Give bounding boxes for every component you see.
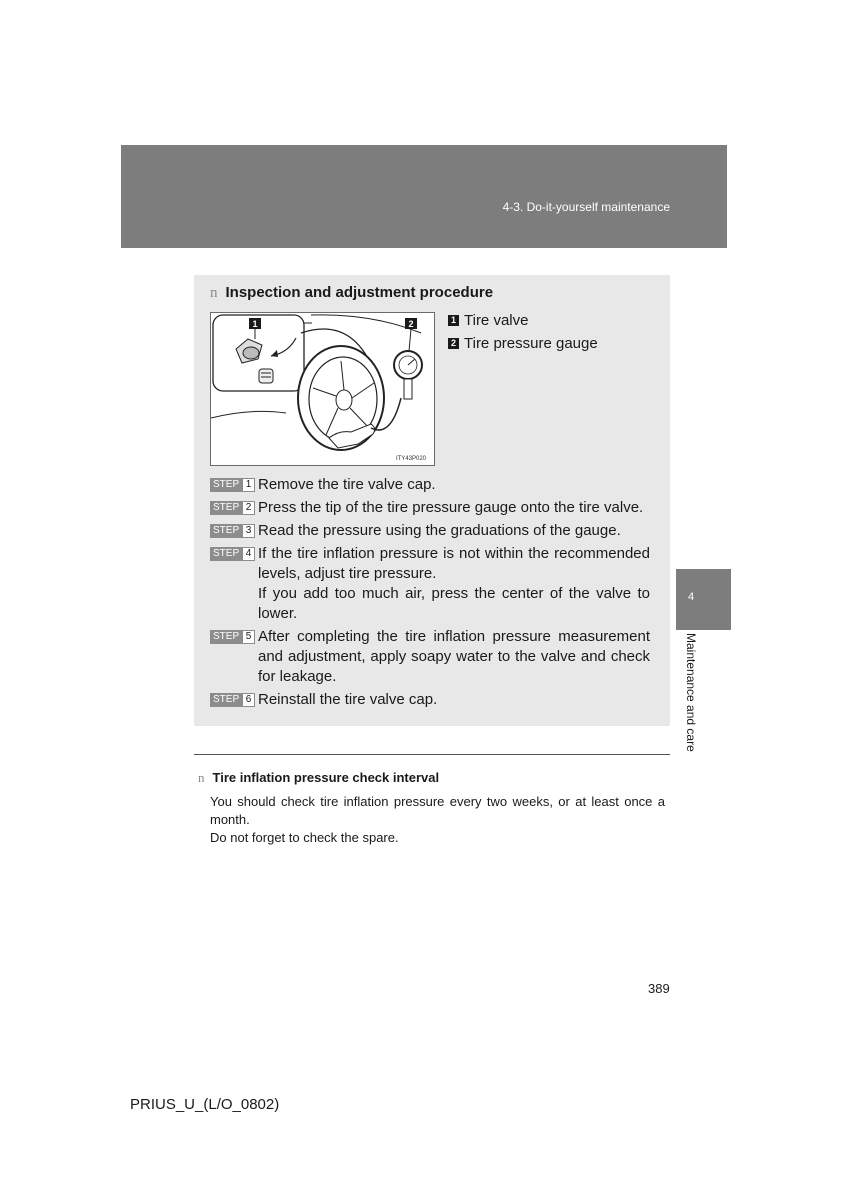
step-badge: STEP [210, 547, 242, 561]
figure-legend [448, 309, 598, 355]
page-number: 389 [648, 981, 670, 996]
chapter-title: Maintenance and care [684, 633, 698, 752]
chapter-tab [676, 569, 731, 630]
figure-code: ITY43P020 [396, 456, 427, 462]
divider [194, 754, 670, 755]
step-number: 1 [242, 478, 255, 492]
callout-2-label: 2 [408, 319, 414, 329]
step-number: 2 [242, 501, 255, 515]
interval-heading-text: Tire inflation pressure check interval [212, 770, 440, 785]
chapter-number: 4 [688, 591, 695, 603]
step-text: Press the tip of the tire pressure gauge onto the tire valve. [258, 499, 644, 516]
step-text-note: If you add too much air, press the center of the valve to lower. [258, 585, 650, 622]
legend-item-gauge [448, 332, 598, 355]
step-number: 4 [242, 547, 255, 561]
tire-illustration [210, 312, 435, 466]
legend-label: Tire pressure gauge [464, 335, 598, 352]
header-band [121, 145, 727, 248]
step-text: Remove the tire valve cap. [258, 476, 436, 493]
step-1 [210, 475, 650, 495]
interval-note: Do not forget to check the spare. [210, 830, 399, 845]
number-1-icon: 1 [448, 315, 459, 326]
step-number: 5 [242, 630, 255, 644]
step-list [210, 475, 650, 713]
legend-label: Tire valve [464, 312, 529, 329]
step-number: 6 [242, 693, 255, 707]
step-3 [210, 521, 650, 541]
step-4 [210, 544, 650, 624]
step-badge: STEP [210, 693, 242, 707]
step-2 [210, 498, 650, 518]
step-text: Reinstall the tire valve cap. [258, 691, 438, 708]
step-number: 3 [242, 524, 255, 538]
interval-heading [198, 770, 439, 786]
bullet-icon: n [198, 770, 205, 785]
step-badge: STEP [210, 630, 242, 644]
step-text: After completing the tire inflation pressure measurement and adjustment, apply soapy water to the valve and check for leakage. [258, 628, 650, 685]
step-text: If the tire inflation pressure is not within the recommended levels, adjust tire pressure. [258, 545, 650, 582]
step-badge: STEP [210, 524, 242, 538]
step-badge: STEP [210, 501, 242, 515]
procedure-heading-text: Inspection and adjustment procedure [225, 284, 494, 301]
callout-1-label: 1 [252, 319, 258, 329]
document-code: PRIUS_U_(L/O_0802) [130, 1096, 280, 1113]
step-5 [210, 627, 650, 687]
tire-drawing [211, 313, 434, 465]
section-title: 4-3. Do-it-yourself maintenance [502, 200, 670, 214]
number-2-icon: 2 [448, 338, 459, 349]
procedure-box [194, 275, 670, 726]
step-text: Read the pressure using the graduations of the gauge. [258, 522, 621, 539]
interval-body [210, 793, 665, 847]
legend-item-tire-valve [448, 309, 598, 332]
bullet-icon: n [210, 285, 218, 301]
procedure-heading [210, 284, 493, 302]
step-6 [210, 690, 650, 710]
step-badge: STEP [210, 478, 242, 492]
interval-text: You should check tire inflation pressure every two weeks, or at least once a month. [210, 794, 665, 827]
